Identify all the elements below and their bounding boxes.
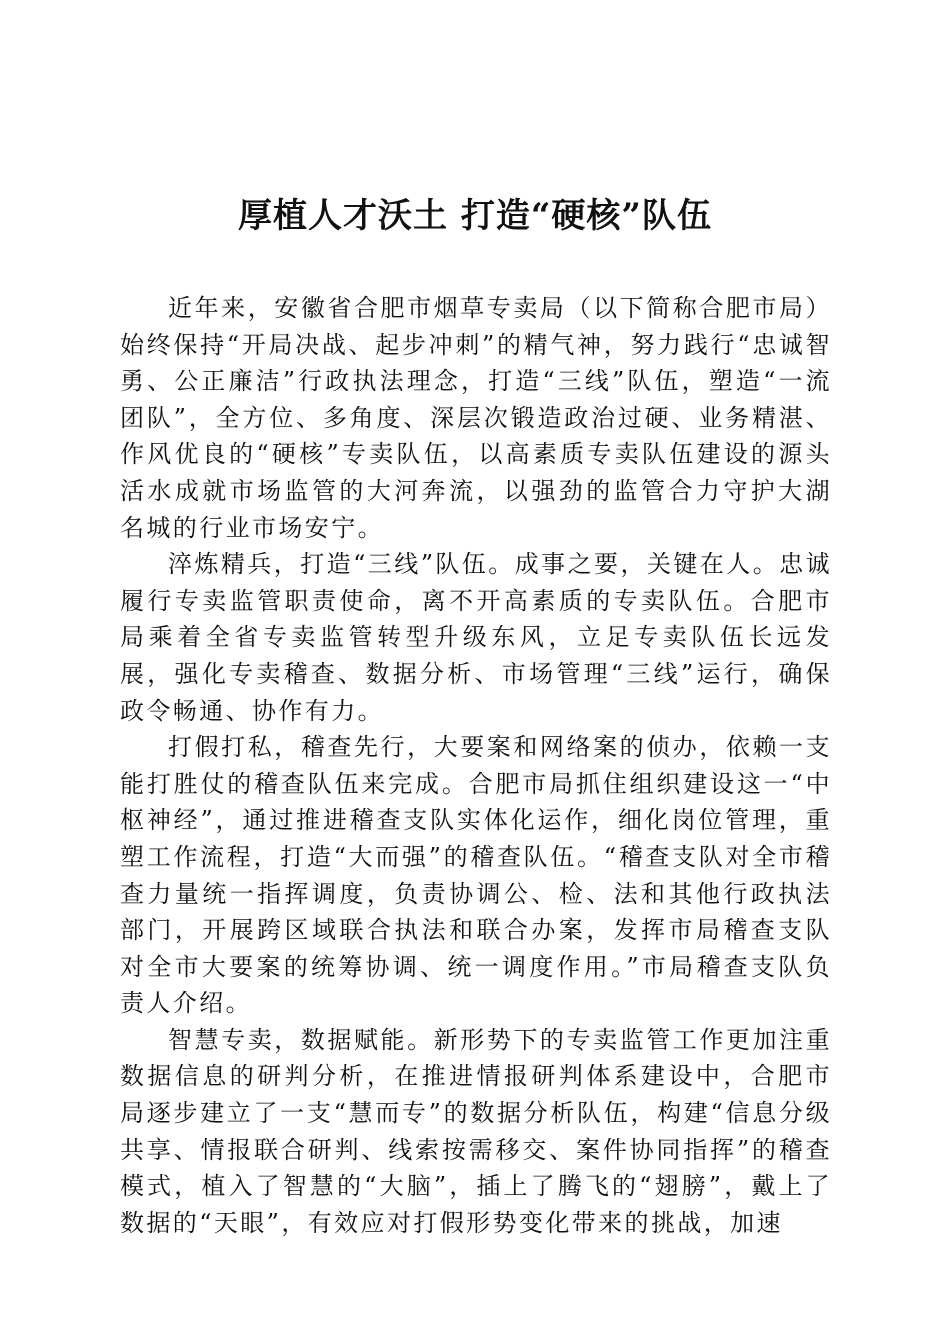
- paragraph-smart-monopoly: 智慧专卖，数据赋能。新形势下的专卖监管工作更加注重数据信息的研判分析，在推进情报研判体系建设中，合肥市局逐步建立了一支“慧而专”的数据分析队伍，构建“信息分级共享、情报联合研判、线索按需移交、案件协同指挥”的稽查模式，植入了智慧的“大脑”，插上了腾飞的“翅膀”，戴上了数据的“天眼”，有效应对打假形势变化带来的挑战，加速: [120, 1025, 832, 1237]
- article-title: 厚植人才沃土 打造“硬核”队伍: [238, 196, 712, 236]
- paragraph-intro: 近年来，安徽省合肥市烟草专卖局（以下简称合肥市局）始终保持“开局决战、起步冲刺”的精气神，努力践行“忠诚智勇、公正廉洁”行政执法理念，打造“三线”队伍，塑造“一流团队”，全方位、多角度、深层次锻造政治过硬、业务精湛、作风优良的“硬核”专卖队伍，以高素质专卖队伍建设的源头活水成就市场监管的大河奔流，以强劲的监管合力守护大湖名城的行业市场安宁。: [120, 294, 832, 542]
- paragraph-three-lines: 淬炼精兵，打造“三线”队伍。成事之要，关键在人。忠诚履行专卖监管职责使命，离不开高素质的专卖队伍。合肥市局乘着全省专卖监管转型升级东风，立足专卖队伍长远发展，强化专卖稽查、数据分析、市场管理“三线”运行，确保政令畅通、协作有力。: [120, 550, 832, 725]
- article-body: [120, 290, 832, 1241]
- paragraph-inspection: 打假打私，稽查先行，大要案和网络案的侦办，依赖一支能打胜仗的稽查队伍来完成。合肥市局抓住组织建设这一“中枢神经”，通过推进稽查支队实体化运作，细化岗位管理，重塑工作流程，打造“大而强”的稽查队伍。“稽查支队对全市稽查力量统一指挥调度，负责协调公、检、法和其他行政执法部门，开展跨区域联合执法和联合办案，发挥市局稽查支队对全市大要案的统筹协调、统一调度作用。”市局稽查支队负责人介绍。: [120, 733, 832, 1018]
